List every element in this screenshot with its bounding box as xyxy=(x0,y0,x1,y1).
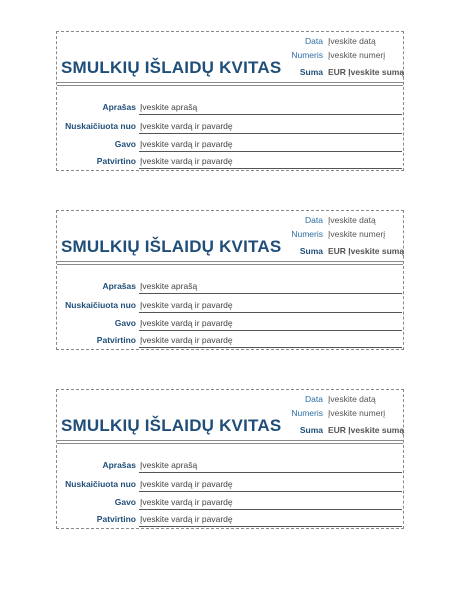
divider xyxy=(57,261,403,262)
date-label: Data xyxy=(305,36,323,46)
approved-row xyxy=(57,511,403,527)
amount-field[interactable]: EUR Įveskite sumą xyxy=(328,67,405,77)
received-row xyxy=(57,315,403,331)
debited-field[interactable]: Įveskite vardą ir pavardę xyxy=(140,300,233,310)
divider xyxy=(57,440,403,441)
description-row xyxy=(57,457,403,473)
received-field[interactable]: Įveskite vardą ir pavardę xyxy=(140,139,233,149)
date-label: Data xyxy=(305,215,323,225)
number-label: Numeris xyxy=(291,229,323,239)
debited-label: Nuskaičiuota nuo xyxy=(65,300,136,310)
description-row xyxy=(57,278,403,294)
amount-field[interactable]: EUR Įveskite sumą xyxy=(328,246,405,256)
receipt-3 xyxy=(56,389,404,529)
receipt-title: SMULKIŲ IŠLAIDŲ KVITAS xyxy=(61,416,282,435)
description-row xyxy=(57,99,403,115)
receipt-1 xyxy=(56,31,404,171)
debited-label: Nuskaičiuota nuo xyxy=(65,121,136,131)
approved-label: Patvirtino xyxy=(96,156,136,166)
received-label: Gavo xyxy=(114,139,136,149)
date-row xyxy=(267,213,403,227)
received-field[interactable]: Įveskite vardą ir pavardę xyxy=(140,497,233,507)
divider xyxy=(57,443,403,444)
description-label: Aprašas xyxy=(102,281,136,291)
approved-row xyxy=(57,332,403,348)
approved-field[interactable]: Įveskite vardą ir pavardę xyxy=(140,514,233,524)
debited-row xyxy=(57,118,403,134)
amount-field[interactable]: EUR Įveskite sumą xyxy=(328,425,405,435)
debited-label: Nuskaičiuota nuo xyxy=(65,479,136,489)
debited-field[interactable]: Įveskite vardą ir pavardę xyxy=(140,479,233,489)
description-field[interactable]: Įveskite aprašą xyxy=(140,281,198,291)
date-row xyxy=(267,34,403,48)
amount-row xyxy=(267,65,403,79)
receipt-2 xyxy=(56,210,404,350)
description-label: Aprašas xyxy=(102,460,136,470)
number-field[interactable]: Įveskite numerį xyxy=(328,229,386,239)
amount-label: Suma xyxy=(299,67,323,77)
amount-row xyxy=(267,423,403,437)
number-field[interactable]: Įveskite numerį xyxy=(328,408,386,418)
number-row xyxy=(267,48,403,62)
divider xyxy=(57,82,403,83)
amount-label: Suma xyxy=(299,425,323,435)
received-label: Gavo xyxy=(114,497,136,507)
divider xyxy=(57,85,403,86)
receipt-title: SMULKIŲ IŠLAIDŲ KVITAS xyxy=(61,58,282,77)
date-field[interactable]: Įveskite datą xyxy=(328,36,376,46)
amount-label: Suma xyxy=(299,246,323,256)
description-field[interactable]: Įveskite aprašą xyxy=(140,102,198,112)
number-label: Numeris xyxy=(291,408,323,418)
date-field[interactable]: Įveskite datą xyxy=(328,394,376,404)
divider xyxy=(57,264,403,265)
received-field[interactable]: Įveskite vardą ir pavardę xyxy=(140,318,233,328)
description-label: Aprašas xyxy=(102,102,136,112)
debited-row xyxy=(57,476,403,492)
amount-row xyxy=(267,244,403,258)
description-field[interactable]: Įveskite aprašą xyxy=(140,460,198,470)
number-field[interactable]: Įveskite numerį xyxy=(328,50,386,60)
number-label: Numeris xyxy=(291,50,323,60)
approved-row xyxy=(57,153,403,169)
received-label: Gavo xyxy=(114,318,136,328)
date-field[interactable]: Įveskite datą xyxy=(328,215,376,225)
approved-field[interactable]: Įveskite vardą ir pavardę xyxy=(140,156,233,166)
debited-row xyxy=(57,297,403,313)
date-label: Data xyxy=(305,394,323,404)
receipt-title: SMULKIŲ IŠLAIDŲ KVITAS xyxy=(61,237,282,256)
date-row xyxy=(267,392,403,406)
number-row xyxy=(267,227,403,241)
received-row xyxy=(57,494,403,510)
debited-field[interactable]: Įveskite vardą ir pavardę xyxy=(140,121,233,131)
approved-label: Patvirtino xyxy=(96,335,136,345)
approved-field[interactable]: Įveskite vardą ir pavardę xyxy=(140,335,233,345)
approved-label: Patvirtino xyxy=(96,514,136,524)
received-row xyxy=(57,136,403,152)
number-row xyxy=(267,406,403,420)
